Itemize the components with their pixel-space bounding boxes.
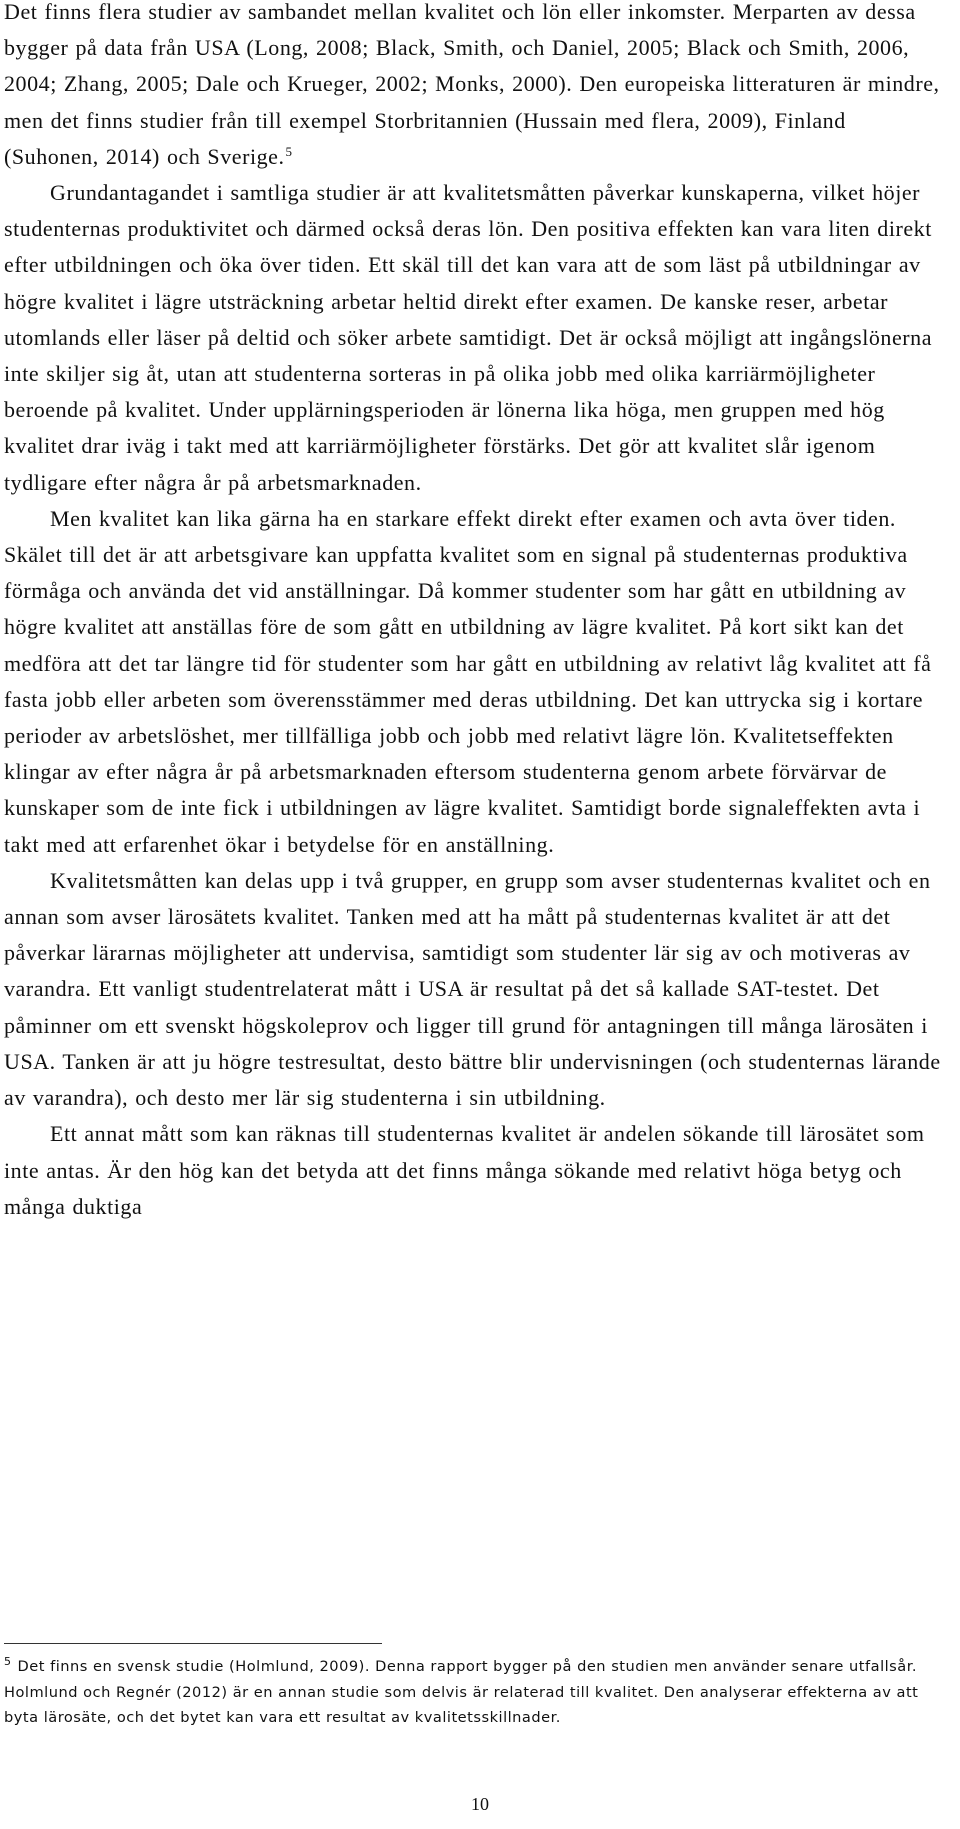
paragraph [4, 0, 942, 175]
footnotes [4, 1654, 944, 1731]
footnote-reference[interactable]: 5 [285, 143, 293, 159]
paragraph-text: Kvalitetsmåtten kan delas upp i två grupper, en grupp som avser studenternas kvalitet och en annan som avser lärosätets kvalitet. Tanken med att ha mått på studenternas kvalitet är att det påverkar lärarnas möjligheter att undervisa, samtidigt som studenter lär sig av och motiveras av varandra. Ett vanligt studentrelaterat mått i USA är resultat på det så kallade SAT-testet. Det påminner om ett svenskt högskoleprov och ligger till grund för antagningen till många lärosäten i USA. Tanken är att ju högre testresultat, desto bättre blir undervisningen (och studenternas lärande av varandra), och desto mer lär sig studenterna i sin utbildning. [4, 867, 941, 1111]
paragraph-text: Det finns flera studier av sambandet mellan kvalitet och lön eller inkomster. Merparten av dessa bygger på data från USA (Long, 2008; Black, Smith, och Daniel, 2005; Black och Smith, 2006, 2004; Zhang, 2005; Dale och Krueger, 2002; Monks, 2000). Den europeiska litteraturen är mindre, men det finns studier från till exempel Storbritannien (Hussain med flera, 2009), Finland (Suhonen, 2014) och Sverige. [4, 0, 940, 169]
footnote-divider [4, 1643, 382, 1644]
paragraph [4, 863, 942, 1116]
footnote-marker: 5 [4, 1655, 12, 1668]
paragraph-text: Ett annat mått som kan räknas till studenternas kvalitet är andelen sökande till lärosätet som inte antas. Är den hög kan det betyda att det finns många sökande med relativt höga betyg och många duktiga [4, 1121, 925, 1219]
paragraph [4, 501, 942, 863]
paragraph-text: Grundantagandet i samtliga studier är att kvalitetsmåtten påverkar kunskaperna, vilket höjer studenternas produktivitet och därmed också deras lön. Den positiva effekten kan vara liten direkt efter utbildningen och öka över tiden. Ett skäl till det kan vara att de som läst på utbildningar av högre kvalitet i lägre utsträckning arbetar heltid direkt efter examen. De kanske reser, arbetar utomlands eller läser på deltid och söker arbete samtidigt. Det är också möjligt att ingångslönerna inte skiljer sig åt, utan att studenterna sorteras in på olika jobb med olika karriärmöjligheter beroende på kvalitet. Under upplärningsperioden är lönerna lika höga, men gruppen med hög kvalitet drar iväg i takt med att karriärmöjligheter förstärks. Det gör att kvalitet slår igenom tydligare efter några år på arbetsmarknaden. [4, 180, 933, 495]
body-text [4, 0, 942, 1225]
footnote-text: Det finns en svensk studie (Holmlund, 2009). Denna rapport bygger på den studien men använder senare utfallsår. Holmlund och Regnér (2012) är en annan studie som delvis är relaterad till kvalitet. Den analyserar effekterna av att byta lärosäte, och det bytet kan vara ett resultat av kvalitetsskillnader. [4, 1658, 919, 1726]
paragraph [4, 1116, 942, 1225]
footnote [4, 1654, 944, 1731]
paragraph [4, 175, 942, 501]
paragraph-text: Men kvalitet kan lika gärna ha en starkare effekt direkt efter examen och avta över tiden. Skälet till det är att arbetsgivare kan uppfatta kvalitet som en signal på studenternas produktiva förmåga och använda det vid anställningar. Då kommer studenter som har gått en utbildning av högre kvalitet att anställas före de som gått en utbildning av lägre kvalitet. På kort sikt kan det medföra att det tar längre tid för studenter som har gått en utbildning av relativt låg kvalitet att få fasta jobb eller arbeten som överensstämmer med deras utbildning. Det kan uttrycka sig i kortare perioder av arbetslöshet, mer tillfälliga jobb och jobb med relativt lägre lön. Kvalitetseffekten klingar av efter några år på arbetsmarknaden eftersom studenterna genom arbete förvärvar de kunskaper som de inte fick i utbildningen av lägre kvalitet. Samtidigt borde signaleffekten avta i takt med att erfarenhet ökar i betydelse för en anställning. [4, 505, 932, 857]
page-number: 10 [471, 1794, 489, 1814]
